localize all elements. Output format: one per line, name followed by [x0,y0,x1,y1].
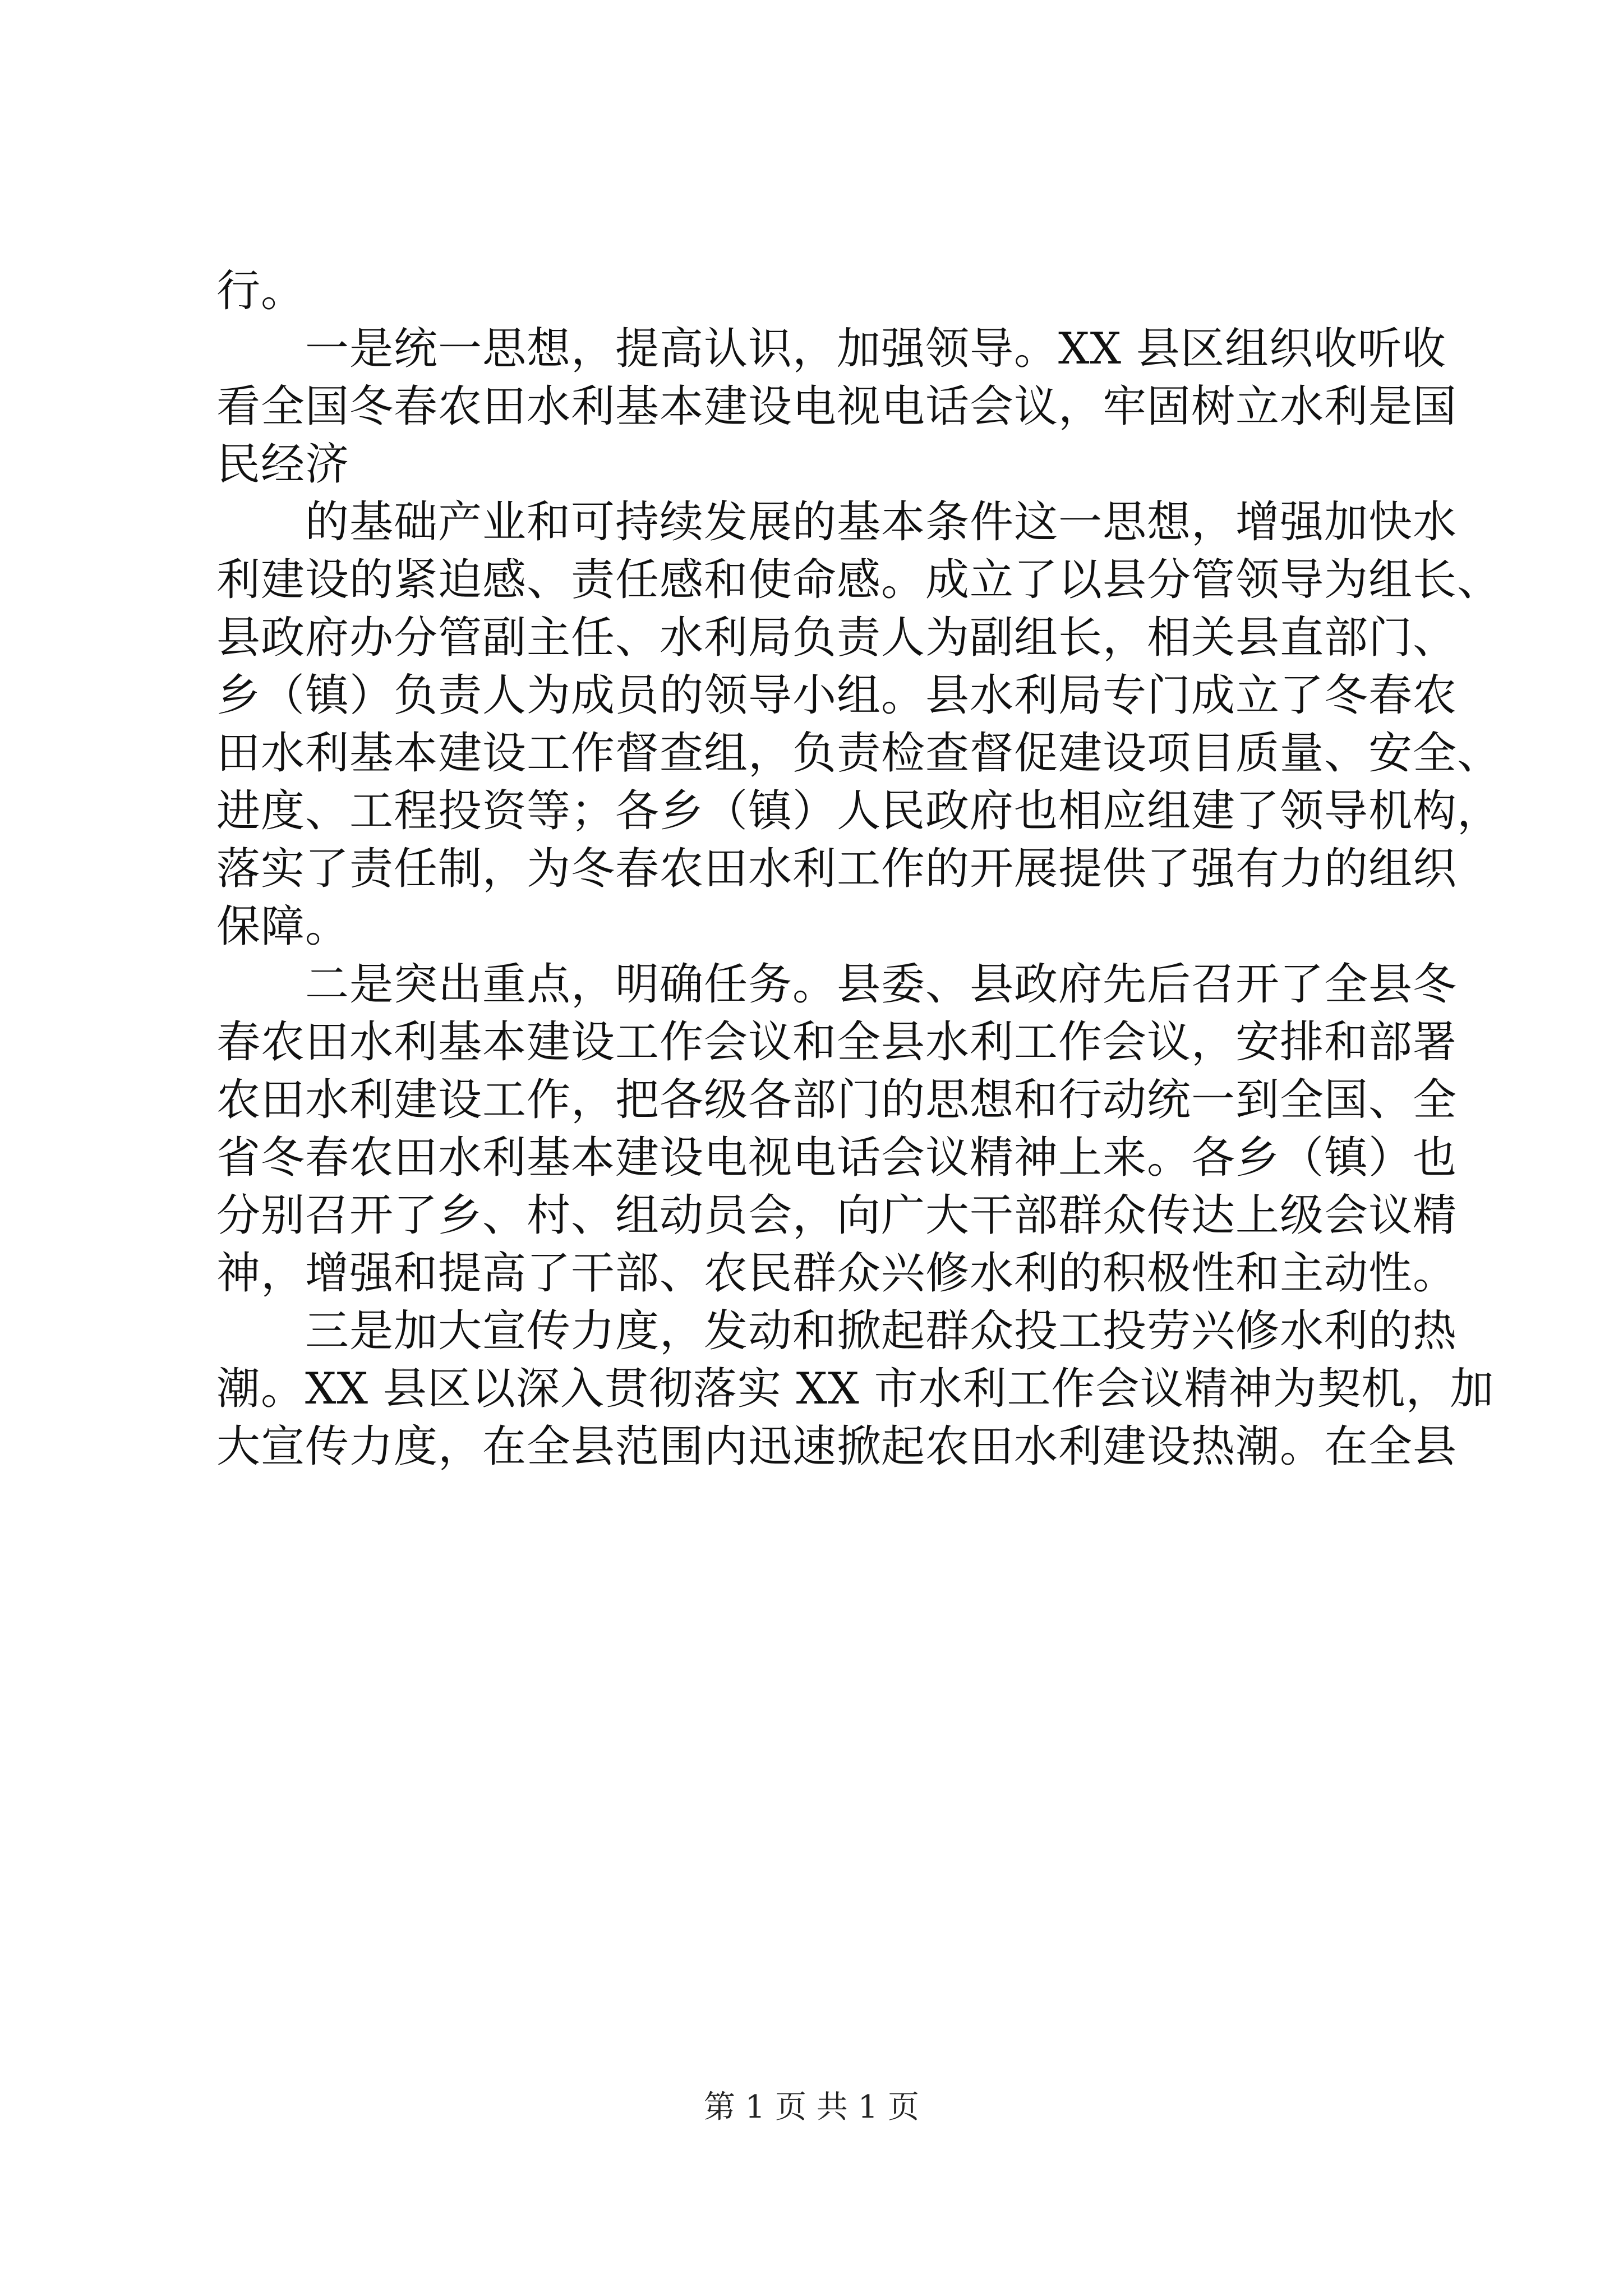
text-line: 行。 [216,266,306,316]
body-text [216,263,1502,1476]
text-line: 落实了责任制，为冬春农田水利工作的开展提供了强有力的组织 [216,844,1458,894]
text-line: 利建设的紧迫感、责任感和使命感。成立了以县分管领导为组长、 [216,555,1502,605]
text-line: 三是加大宣传力度，发动和掀起群众投工投劳兴修水利的热 [216,1306,1458,1356]
text-line: 二是突出重点，明确任务。县委、县政府先后召开了全县冬 [216,959,1458,1010]
text-line: 乡（镇）负责人为成员的领导小组。县水利局专门成立了冬春农 [216,670,1458,721]
text-line: 民经济 [216,439,350,490]
text-line: 省冬春农田水利基本建设电视电话会议精神上来。各乡（镇）也 [216,1133,1458,1183]
page-footer: 第 1 页 共 1 页 [703,2089,920,2125]
text-line: 看全国冬春农田水利基本建设电视电话会议，牢固树立水利是国 [216,381,1458,432]
text-line: 县政府办分管副主任、水利局负责人为副组长，相关县直部门、 [216,613,1458,663]
text-line: 田水利基本建设工作督查组，负责检查督促建设项目质量、安全、 [216,728,1502,779]
text-line: 神，增强和提高了干部、农民群众兴修水利的积极性和主动性。 [216,1248,1458,1299]
text-line: 进度、工程投资等；各乡（镇）人民政府也相应组建了领导机构， [216,786,1502,836]
text-line: 的基础产业和可持续发展的基本条件这一思想，增强加快水 [216,497,1458,547]
text-line: 分别召开了乡、村、组动员会，向广大干部群众传达上级会议精 [216,1190,1458,1241]
text-line: 春农田水利基本建设工作会议和全县水利工作会议，安排和部署 [216,1017,1458,1068]
text-line: 大宣传力度，在全县范围内迅速掀起农田水利建设热潮。在全县 [216,1421,1458,1472]
text-line: 一是统一思想，提高认识，加强领导。XX 县区组织收听收 [216,324,1446,374]
text-line: 保障。 [216,901,350,952]
text-line: 潮。XX 县区以深入贯彻落实 XX 市水利工作会议精神为契机，加 [216,1364,1495,1414]
text-line: 农田水利建设工作，把各级各部门的思想和行动统一到全国、全 [216,1075,1458,1125]
